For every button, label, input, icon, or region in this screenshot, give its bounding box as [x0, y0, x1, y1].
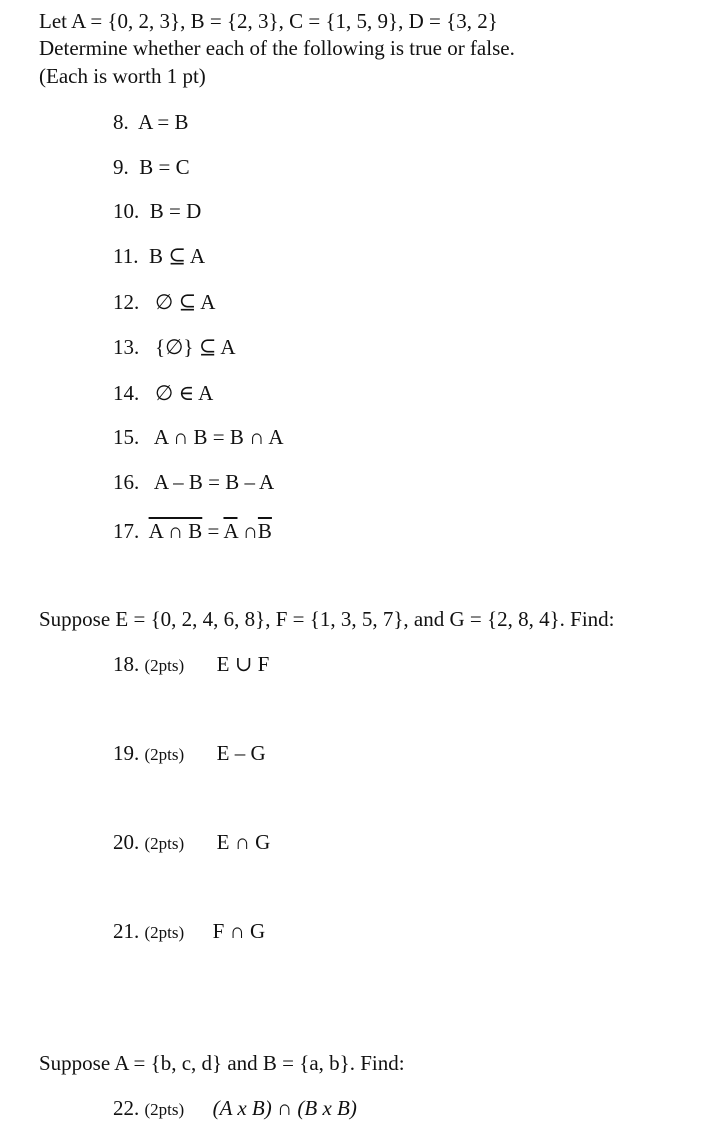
question-number: 17. [113, 519, 140, 543]
question-number: 20. [113, 830, 140, 854]
question-expression: ∅ ⊆ A [155, 290, 216, 314]
question-20 [113, 829, 270, 857]
points-label: (2pts) [144, 656, 185, 675]
question-number: 14. [113, 381, 140, 405]
question-number: 8. [113, 110, 129, 134]
question-expression: F ∩ G [212, 919, 266, 943]
question-19 [113, 740, 266, 768]
intersection-op: ∩ [242, 519, 258, 543]
question-22 [113, 1095, 357, 1123]
question-expression: A ∩ B = B ∩ A [153, 425, 284, 449]
question-number: 18. [113, 652, 140, 676]
question-21 [113, 918, 265, 946]
question-expression: A – B = B – A [153, 470, 275, 494]
intro-sets-definition: Let A = {0, 2, 3}, B = {2, 3}, C = {1, 5, 9}, D = {3, 2} [39, 9, 498, 33]
question-expression: {∅} ⊆ A [155, 335, 236, 359]
question-12 [113, 289, 215, 315]
points-label: (2pts) [144, 745, 185, 764]
question-number: 11. [113, 244, 139, 268]
question-expression: E – G [216, 741, 266, 765]
question-17 [113, 518, 272, 544]
question-number: 15. [113, 425, 140, 449]
question-9 [113, 154, 190, 180]
question-number: 13. [113, 335, 140, 359]
question-expression: E ∪ F [216, 652, 270, 676]
intro-points-note: (Each is worth 1 pt) [39, 64, 206, 88]
question-expression: B ⊆ A [148, 244, 206, 268]
question-number: 12. [113, 290, 140, 314]
points-label: (2pts) [144, 923, 185, 942]
points-label: (2pts) [144, 834, 185, 853]
question-expression: (A x B) ∩ (B x B) [212, 1096, 357, 1120]
question-18 [113, 651, 269, 679]
question-expression: A = B [138, 110, 189, 134]
complement-a: $\overline{A}$ [223, 519, 238, 543]
question-10 [113, 198, 201, 224]
intro-instructions: Determine whether each of the following is true or false. [39, 36, 515, 60]
question-13 [113, 334, 236, 360]
question-number: 16. [113, 470, 140, 494]
section3-prompt: Suppose A = {b, c, d} and B = {a, b}. Find: [39, 1051, 405, 1075]
question-number: 10. [113, 199, 140, 223]
question-expression: B = D [149, 199, 202, 223]
equals-sign: = [207, 519, 220, 543]
question-15 [113, 424, 284, 450]
section2-prompt: Suppose E = {0, 2, 4, 6, 8}, F = {1, 3, 5, 7}, and G = {2, 8, 4}. Find: [39, 607, 615, 631]
question-expression: E ∩ G [216, 830, 271, 854]
question-number: 9. [113, 155, 129, 179]
question-expression: ∅ ∈ A [155, 381, 214, 405]
question-number: 19. [113, 741, 140, 765]
points-label: (2pts) [144, 1100, 185, 1119]
complement-b: $\overline{B}$ [257, 519, 272, 543]
question-16 [113, 469, 274, 495]
question-11 [113, 243, 205, 269]
question-8 [113, 109, 188, 135]
question-number: 22. [113, 1096, 140, 1120]
question-expression: B = C [139, 155, 190, 179]
complement-lhs: A ∩ B [148, 519, 203, 543]
question-14 [113, 380, 213, 406]
question-number: 21. [113, 919, 140, 943]
